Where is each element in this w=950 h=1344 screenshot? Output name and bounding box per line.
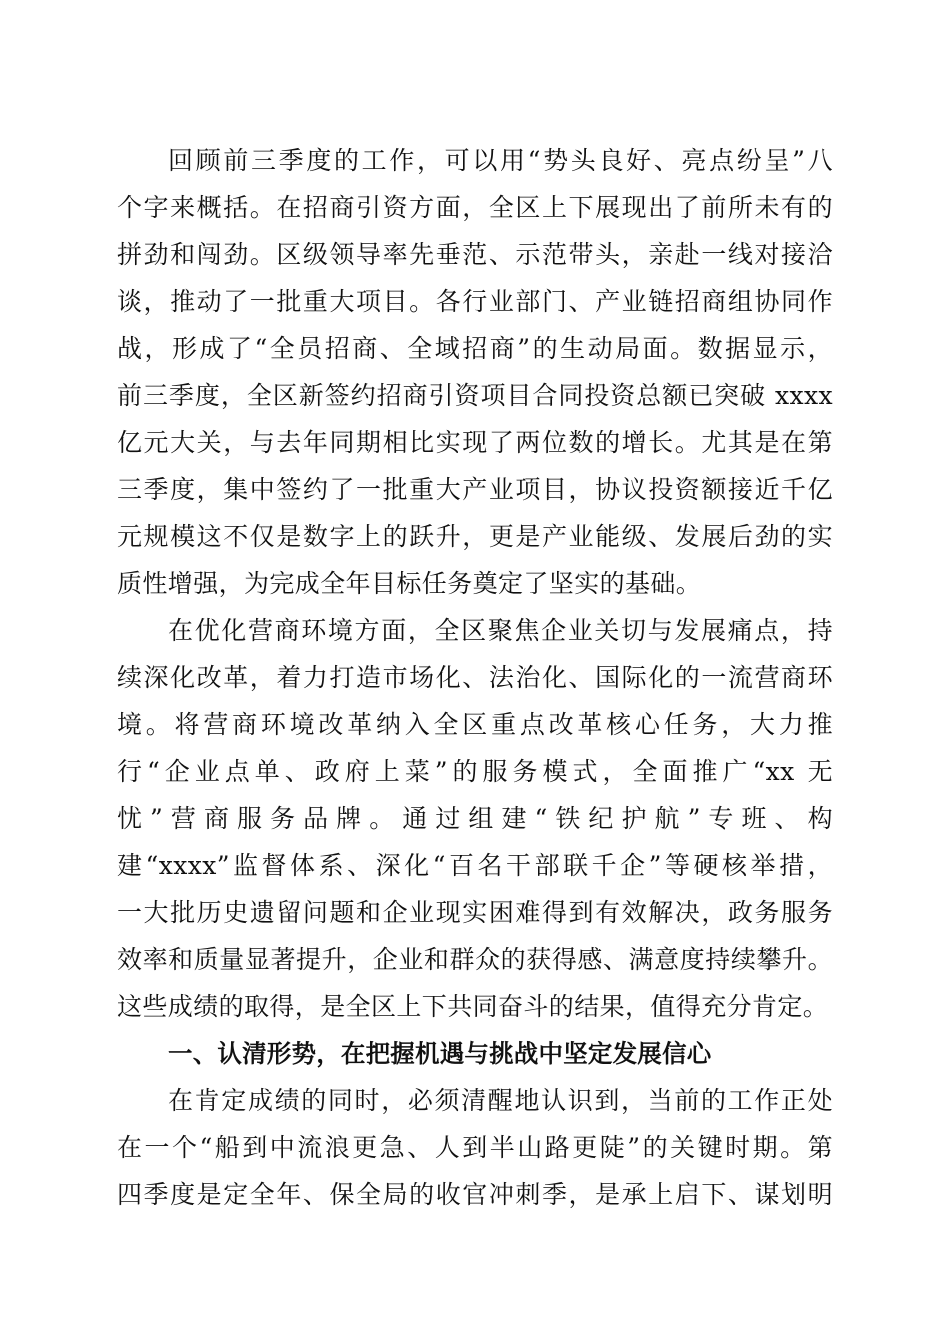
paragraph-line: 元规模这不仅是数字上的跃升，更是产业能级、发展后劲的实 [117,522,833,551]
paragraph-line: 前三季度，全区新签约招商引资项目合同投资总额已突破 xxxx [117,381,833,410]
paragraph-line: 亿元大关，与去年同期相比实现了两位数的增长。尤其是在第 [117,428,833,457]
paragraph-line: 三季度，集中签约了一批重大产业项目，协议投资额接近千亿 [117,475,833,504]
paragraph-1 [117,137,833,607]
paragraph-line: 在肯定成绩的同时，必须清醒地认识到，当前的工作正处 [168,1086,833,1115]
paragraph-line: 在优化营商环境方面，全区聚焦企业关切与发展痛点，持 [168,616,833,645]
paragraph-line: 一大批历史遗留问题和企业现实困难得到有效解决，政务服务 [117,898,833,927]
paragraph-line: 效率和质量显著提升，企业和群众的获得感、满意度持续攀升。 [117,945,833,974]
section-heading: 一、认清形势，在把握机遇与挑战中坚定发展信心 [168,1039,712,1068]
paragraph-line: 谈，推动了一批重大项目。各行业部门、产业链招商组协同作 [117,287,833,316]
paragraph-line: 境。将营商环境改革纳入全区重点改革核心任务，大力推 [117,710,833,739]
paragraph-line: 行“企业点单、政府上菜”的服务模式，全面推广“xx 无 [117,757,833,786]
paragraph-line: 拼劲和闯劲。区级领导率先垂范、示范带头，亲赴一线对接洽 [117,240,833,269]
paragraph-line: 个字来概括。在招商引资方面，全区上下展现出了前所未有的 [117,193,833,222]
paragraph-2 [117,607,833,1030]
paragraph-line: 质性增强，为完成全年目标任务奠定了坚实的基础。 [117,569,702,598]
paragraph-line: 建“xxxx”监督体系、深化“百名干部联千企”等硬核举措， [117,851,833,880]
paragraph-3 [117,1077,833,1218]
paragraph-line: 回顾前三季度的工作，可以用“势头良好、亮点纷呈”八 [168,146,833,175]
paragraph-line: 四季度是定全年、保全局的收官冲刺季，是承上启下、谋划明 [117,1180,833,1209]
paragraph-line: 在一个“船到中流浪更急、人到半山路更陡”的关键时期。第 [117,1133,833,1162]
paragraph-line: 战，形成了“全员招商、全域招商”的生动局面。数据显示， [117,334,833,363]
paragraph-line: 这些成绩的取得，是全区上下共同奋斗的结果，值得充分肯定。 [117,992,829,1021]
document-body [117,137,833,1218]
paragraph-line: 忧”营商服务品牌。通过组建“铁纪护航”专班、构 [117,804,833,833]
paragraph-line: 续深化改革，着力打造市场化、法治化、国际化的一流营商环 [117,663,833,692]
